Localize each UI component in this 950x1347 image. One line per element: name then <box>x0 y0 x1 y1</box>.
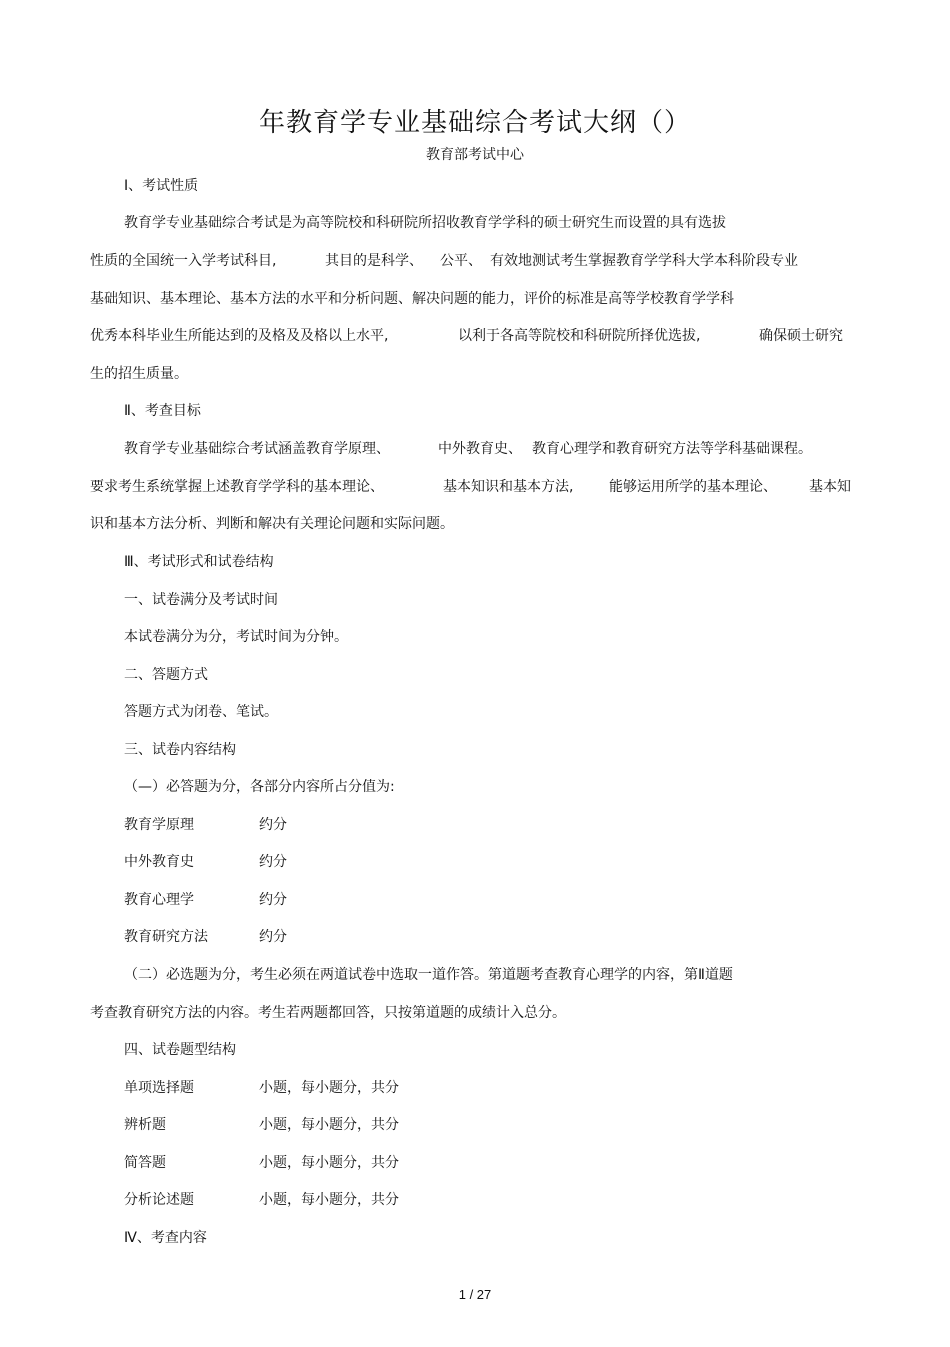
text-segment: 基本知识和基本方法, <box>443 479 574 495</box>
text-segment: 能够运用所学的基本理论、 <box>609 479 777 495</box>
content-part-value: 约分 <box>259 854 287 870</box>
document-subtitle: 教育部考试中心 <box>426 147 524 163</box>
text-segment: 优秀本科毕业生所能达到的及格及及格以上水平, <box>90 328 389 344</box>
content-part-value: 约分 <box>259 929 287 945</box>
section-1-paragraph-line-3: 基础知识、基本理论、基本方法的水平和分析问题、解决问题的能力，评价的标准是高等学校教育学学科 <box>90 291 734 307</box>
question-type-value: 小题，每小题分，共分 <box>259 1155 399 1171</box>
content-part-value: 约分 <box>259 892 287 908</box>
content-part-value: 约分 <box>259 817 287 833</box>
text-segment: 教育学专业基础综合考试涵盖教育学原理、 <box>124 441 390 457</box>
text-segment: 基本知 <box>809 479 851 495</box>
question-type-value: 小题，每小题分，共分 <box>259 1192 399 1208</box>
subsection-1-text: 本试卷满分为分，考试时间为分钟。 <box>124 629 348 645</box>
text-segment: 以利于各高等院校和科研院所择优选拔, <box>458 328 701 344</box>
question-type-value: 小题，每小题分，共分 <box>259 1080 399 1096</box>
text-segment: 确保硕士研究 <box>759 328 843 344</box>
content-part-name: 教育学原理 <box>124 817 194 833</box>
elective-questions-line-1: （二）必选题为分，考生必须在两道试卷中选取一道作答。第道题考查教育心理学的内容，第Ⅱ道题 <box>124 967 733 983</box>
question-type-name: 辨析题 <box>124 1117 166 1133</box>
section-3-heading: Ⅲ、考试形式和试卷结构 <box>124 554 274 570</box>
question-type-value: 小题，每小题分，共分 <box>259 1117 399 1133</box>
content-part-name: 中外教育史 <box>124 854 194 870</box>
content-part-name: 教育研究方法 <box>124 929 208 945</box>
section-1-paragraph-line-5: 生的招生质量。 <box>90 366 188 382</box>
text-segment: 教育心理学和教育研究方法等学科基础课程。 <box>532 441 812 457</box>
subsection-2-heading: 二、答题方式 <box>124 667 208 683</box>
subsection-2-text: 答题方式为闭卷、笔试。 <box>124 704 278 720</box>
section-2-paragraph-line-3: 识和基本方法分析、判断和解决有关理论问题和实际问题。 <box>90 516 454 532</box>
subsection-1-heading: 一、试卷满分及考试时间 <box>124 592 278 608</box>
page-number: 1 / 27 <box>458 1287 492 1302</box>
content-part-name: 教育心理学 <box>124 892 194 908</box>
section-1-heading: Ⅰ、考试性质 <box>124 178 199 194</box>
text-segment: 其目的是科学、 <box>325 253 423 269</box>
section-4-heading: Ⅳ、考查内容 <box>124 1230 207 1246</box>
section-2-heading: Ⅱ、考查目标 <box>124 403 201 419</box>
subsection-3-heading: 三、试卷内容结构 <box>124 742 236 758</box>
text-segment: 性质的全国统一入学考试科目, <box>90 253 277 269</box>
text-segment: 要求考生系统掌握上述教育学学科的基本理论、 <box>90 479 384 495</box>
question-type-name: 单项选择题 <box>124 1080 194 1096</box>
section-1-paragraph-line-1: 教育学专业基础综合考试是为高等院校和科研院所招收教育学学科的硕士研究生而设置的具有选拔 <box>124 215 726 231</box>
question-type-name: 分析论述题 <box>124 1192 194 1208</box>
elective-questions-line-2: 考查教育研究方法的内容。考生若两题都回答，只按第道题的成绩计入总分。 <box>90 1005 566 1021</box>
text-segment: 有效地测试考生掌握教育学学科大学本科阶段专业 <box>490 253 798 269</box>
document-title: 年教育学专业基础综合考试大纲（） <box>258 108 691 138</box>
text-segment: 中外教育史、 <box>438 441 522 457</box>
text-segment: 公平、 <box>440 253 482 269</box>
required-questions-text: （—）必答题为分，各部分内容所占分值为: <box>124 779 395 795</box>
subsection-4-heading: 四、试卷题型结构 <box>124 1042 236 1058</box>
question-type-name: 简答题 <box>124 1155 166 1171</box>
